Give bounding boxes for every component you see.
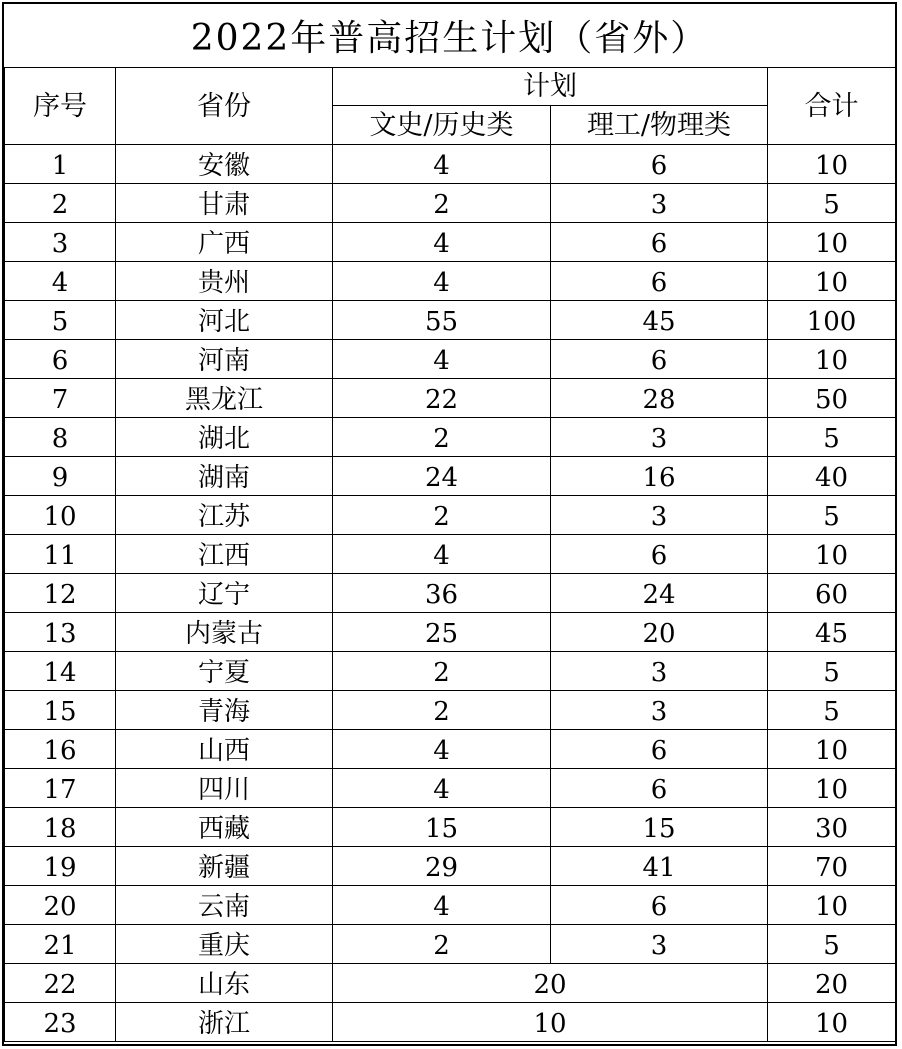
row-province: 西藏 xyxy=(116,808,333,847)
row-science: 16 xyxy=(551,457,768,496)
row-total: 45 xyxy=(768,613,896,652)
row-index: 9 xyxy=(5,457,116,496)
table-row xyxy=(5,886,896,925)
row-index: 5 xyxy=(5,301,116,340)
row-province: 湖北 xyxy=(116,418,333,457)
row-total: 20 xyxy=(768,964,896,1003)
table-row xyxy=(5,964,896,1003)
table-row xyxy=(5,223,896,262)
table-row xyxy=(5,730,896,769)
row-arts: 2 xyxy=(333,496,551,535)
row-index: 8 xyxy=(5,418,116,457)
row-province: 贵州 xyxy=(116,262,333,301)
row-science: 28 xyxy=(551,379,768,418)
table-row xyxy=(5,496,896,535)
row-total: 40 xyxy=(768,457,896,496)
row-total: 5 xyxy=(768,184,896,223)
row-province: 广西 xyxy=(116,223,333,262)
row-arts: 15 xyxy=(333,808,551,847)
row-arts: 2 xyxy=(333,652,551,691)
table-row xyxy=(5,535,896,574)
table-row xyxy=(5,613,896,652)
row-index: 4 xyxy=(5,262,116,301)
row-index: 6 xyxy=(5,340,116,379)
row-total: 10 xyxy=(768,1003,896,1042)
row-science: 6 xyxy=(551,730,768,769)
row-province: 重庆 xyxy=(116,925,333,964)
row-science: 3 xyxy=(551,496,768,535)
row-total: 5 xyxy=(768,925,896,964)
row-arts: 4 xyxy=(333,730,551,769)
row-index: 21 xyxy=(5,925,116,964)
table-row xyxy=(5,457,896,496)
table-row xyxy=(5,808,896,847)
row-province: 湖南 xyxy=(116,457,333,496)
row-index: 20 xyxy=(5,886,116,925)
row-index: 14 xyxy=(5,652,116,691)
row-arts: 4 xyxy=(333,145,551,184)
header-science: 理工/物理类 xyxy=(551,106,768,145)
row-arts: 4 xyxy=(333,340,551,379)
row-arts: 55 xyxy=(333,301,551,340)
row-science: 45 xyxy=(551,301,768,340)
row-plan-merged: 20 xyxy=(333,964,768,1003)
row-index: 17 xyxy=(5,769,116,808)
row-total: 10 xyxy=(768,730,896,769)
row-science: 3 xyxy=(551,418,768,457)
row-arts: 4 xyxy=(333,769,551,808)
row-arts: 2 xyxy=(333,691,551,730)
row-total: 60 xyxy=(768,574,896,613)
row-plan-merged: 10 xyxy=(333,1003,768,1042)
row-province: 辽宁 xyxy=(116,574,333,613)
table-row xyxy=(5,340,896,379)
table-body xyxy=(5,145,896,1042)
row-province: 安徽 xyxy=(116,145,333,184)
row-arts: 4 xyxy=(333,262,551,301)
row-science: 6 xyxy=(551,886,768,925)
row-province: 河南 xyxy=(116,340,333,379)
row-province: 内蒙古 xyxy=(116,613,333,652)
row-total: 5 xyxy=(768,418,896,457)
row-province: 河北 xyxy=(116,301,333,340)
row-province: 江西 xyxy=(116,535,333,574)
header-total: 合计 xyxy=(768,68,896,145)
enrollment-plan-table xyxy=(4,67,896,1042)
header-index: 序号 xyxy=(5,68,116,145)
row-province: 江苏 xyxy=(116,496,333,535)
row-total: 10 xyxy=(768,145,896,184)
table-row xyxy=(5,769,896,808)
table-row xyxy=(5,301,896,340)
table-row xyxy=(5,691,896,730)
table-row xyxy=(5,925,896,964)
row-science: 6 xyxy=(551,145,768,184)
row-science: 41 xyxy=(551,847,768,886)
row-total: 10 xyxy=(768,769,896,808)
row-index: 2 xyxy=(5,184,116,223)
table-row xyxy=(5,262,896,301)
row-total: 50 xyxy=(768,379,896,418)
row-index: 23 xyxy=(5,1003,116,1042)
row-province: 宁夏 xyxy=(116,652,333,691)
row-index: 22 xyxy=(5,964,116,1003)
table-row xyxy=(5,184,896,223)
row-science: 6 xyxy=(551,262,768,301)
row-arts: 29 xyxy=(333,847,551,886)
row-total: 10 xyxy=(768,262,896,301)
row-index: 3 xyxy=(5,223,116,262)
row-total: 10 xyxy=(768,340,896,379)
row-province: 云南 xyxy=(116,886,333,925)
row-total: 70 xyxy=(768,847,896,886)
header-province: 省份 xyxy=(116,68,333,145)
row-index: 13 xyxy=(5,613,116,652)
table-row xyxy=(5,574,896,613)
row-arts: 4 xyxy=(333,223,551,262)
row-science: 24 xyxy=(551,574,768,613)
row-science: 20 xyxy=(551,613,768,652)
row-index: 10 xyxy=(5,496,116,535)
header-plan: 计划 xyxy=(333,68,768,106)
row-arts: 22 xyxy=(333,379,551,418)
page-title: 2022年普高招生计划（省外） xyxy=(190,18,709,59)
row-science: 3 xyxy=(551,925,768,964)
row-total: 10 xyxy=(768,535,896,574)
row-index: 12 xyxy=(5,574,116,613)
row-total: 5 xyxy=(768,691,896,730)
row-arts: 2 xyxy=(333,184,551,223)
row-science: 3 xyxy=(551,691,768,730)
row-province: 四川 xyxy=(116,769,333,808)
row-arts: 4 xyxy=(333,886,551,925)
table-row xyxy=(5,652,896,691)
table-row xyxy=(5,847,896,886)
row-science: 6 xyxy=(551,223,768,262)
row-index: 7 xyxy=(5,379,116,418)
row-province: 青海 xyxy=(116,691,333,730)
row-province: 甘肃 xyxy=(116,184,333,223)
row-total: 100 xyxy=(768,301,896,340)
table-row xyxy=(5,1003,896,1042)
row-arts: 2 xyxy=(333,418,551,457)
row-total: 10 xyxy=(768,223,896,262)
row-arts: 25 xyxy=(333,613,551,652)
row-science: 15 xyxy=(551,808,768,847)
row-province: 山西 xyxy=(116,730,333,769)
row-total: 10 xyxy=(768,886,896,925)
row-arts: 4 xyxy=(333,535,551,574)
row-province: 浙江 xyxy=(116,1003,333,1042)
row-index: 19 xyxy=(5,847,116,886)
row-science: 3 xyxy=(551,652,768,691)
row-province: 黑龙江 xyxy=(116,379,333,418)
header-arts: 文史/历史类 xyxy=(333,106,551,145)
row-province: 山东 xyxy=(116,964,333,1003)
row-index: 1 xyxy=(5,145,116,184)
row-arts: 2 xyxy=(333,925,551,964)
table-row xyxy=(5,145,896,184)
row-index: 15 xyxy=(5,691,116,730)
row-total: 30 xyxy=(768,808,896,847)
row-science: 3 xyxy=(551,184,768,223)
row-index: 18 xyxy=(5,808,116,847)
row-science: 6 xyxy=(551,769,768,808)
row-science: 6 xyxy=(551,340,768,379)
row-arts: 24 xyxy=(333,457,551,496)
row-science: 6 xyxy=(551,535,768,574)
row-index: 11 xyxy=(5,535,116,574)
table-row xyxy=(5,379,896,418)
row-arts: 36 xyxy=(333,574,551,613)
row-total: 5 xyxy=(768,652,896,691)
row-index: 16 xyxy=(5,730,116,769)
table-row xyxy=(5,418,896,457)
row-province: 新疆 xyxy=(116,847,333,886)
row-total: 5 xyxy=(768,496,896,535)
